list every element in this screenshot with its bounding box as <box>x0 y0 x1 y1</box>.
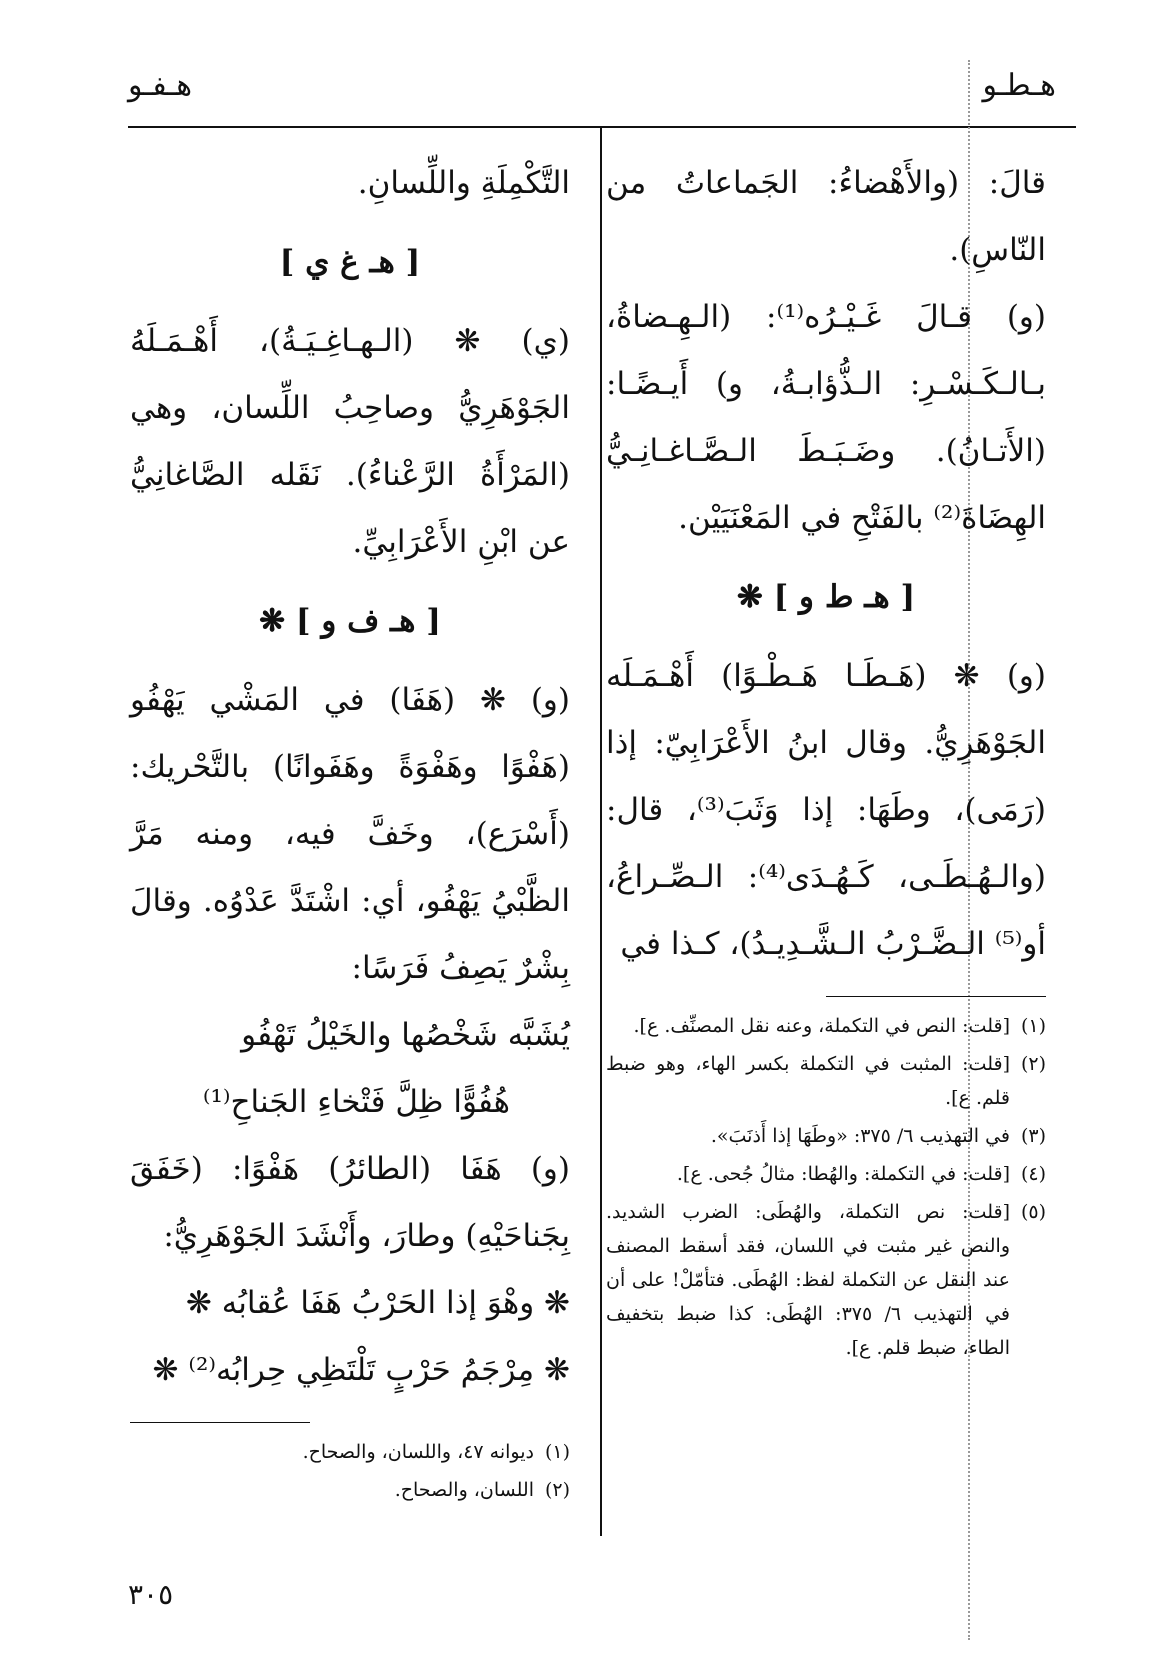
entry-text: (و) ❋ (هَـطَـا هَـطْـوًا) أَهْـمَـلَه الجَوْهَرِيُّ. وقال ابنُ الأَعْرَابِيّ: إذا (رَمَى)، وطَهَا: إذا وَثَبَ⁽³⁾، قال: (والـهُـطَـى، كَـهُـدَى⁽⁴⁾: الـصِّـراعُ، أو⁽⁵⁾ الـضَّـرْبُ الـشَّـدِيـدُ)، كـذا في <box>606 658 1046 962</box>
running-head-left: هـفـو <box>128 68 193 103</box>
footnote <box>606 1009 1046 1043</box>
footnote-text: ديوانه ٤٧، واللسان، والصحاح. <box>302 1441 534 1463</box>
footnote <box>606 1195 1046 1365</box>
entry-text: التَّكْمِلَةِ واللِّسانِ. <box>357 165 570 201</box>
page-number: ٣٠٥ <box>128 1578 174 1611</box>
right-column <box>606 150 1046 1369</box>
footnote <box>130 1473 570 1507</box>
footnote <box>606 1157 1046 1191</box>
verse-line: هُفُوًّا ظِلَّ فَتْخاءِ الجَناحِ⁽¹⁾ <box>202 1084 510 1120</box>
entry-text: (و) هَفَا (الطائرُ) هَفْوًا: (خَفَقَ بِجَناحَيْهِ) وطارَ، وأَنْشَدَ الجَوْهَرِيُّ: <box>130 1151 570 1254</box>
header-rule <box>128 126 1076 128</box>
footnote-number: (٣) <box>1020 1125 1046 1147</box>
footnote-number: (٥) <box>1020 1201 1046 1223</box>
footnote <box>606 1119 1046 1153</box>
entry-heading: [ هـ ط و ] ❋ <box>736 579 916 615</box>
entry-text: (و) ❋ (هَفَا) في المَشْي يَهْفُو (هَفْوًا وهَفْوَةً وهَفَوانًا) بالتَّحْريك: (أَسْرَع)، وخَفَّ فيه، ومنه مَرَّ الظَّبْيُ يَهْفُو، أي: اشْتَدَّ عَدْوُه. وقالَ بِشْرٌ يَصِفُ فَرَسًا: <box>130 682 570 986</box>
verse-line: ❋ وهْوَ إذا الحَرْبُ هَفَا عُقابُه ❋ <box>185 1285 570 1321</box>
footnote-number: (٤) <box>1020 1163 1046 1185</box>
entry-text: (ي) ❋ (الـهـاغِـيَـةُ)، أَهْـمَـلَهُ الجَوْهَرِيُّ وصاحِبُ اللِّسان، وهي (المَرْأَةُ الرَّعْناءُ). نَقَله الصَّاغانِيُّ عن ابْنِ الأَعْرَابِيِّ. <box>130 323 570 560</box>
footnote <box>130 1435 570 1469</box>
footnote-text: [قلت: المثبت في التكملة بكسر الهاء، وهو ضبط قلم. ع]. <box>606 1053 1010 1109</box>
footnote-number: (٢) <box>544 1479 570 1501</box>
entry-heading: [ هـ غ ي ] <box>279 244 421 280</box>
verse-line: ❋ مِرْجَمُ حَرْبٍ تَلْتَظِي حِرابُه⁽²⁾ ❋ <box>152 1352 570 1388</box>
footnote-text: اللسان، والصحاح. <box>394 1479 534 1501</box>
footnote-rule <box>130 1422 310 1423</box>
footnote-rule <box>826 996 1046 997</box>
column-divider <box>600 128 602 1536</box>
footnote-text: [قلت: نص التكملة، والهُطَى: الضرب الشديد. والنص غير مثبت في اللسان، فقد أسقط المصنف عند النقل عن التكملة لفظ: الهُطَى. فتأمّلْ! على أن في التهذيب ٦/ ٣٧٥: الهُطَى: كذا ضبط بتخفيف الطاء، ضبط قلم. ع]. <box>606 1201 1010 1359</box>
left-column <box>130 150 570 1511</box>
footnote-number: (١) <box>1020 1015 1046 1037</box>
footnote <box>606 1047 1046 1115</box>
footnote-number: (١) <box>544 1441 570 1463</box>
footnote-text: [قلت: النص في التكملة، وعنه نقل المصنِّف. ع]. <box>633 1015 1010 1037</box>
verse-line: يُشَبَّه شَخْصُها والخَيْلُ تَهْفُو <box>241 1017 570 1053</box>
footnote-number: (٢) <box>1020 1053 1046 1075</box>
entry-text: (و) قـالَ غَـيْـرُه⁽¹⁾: (الـهِـضاةُ، بـالـكَـسْـرِ: الـذُّؤابـةُ، و) أَيـضًـا: (الأَتـانُ). وضَـبَـطَ الـصَّـاغـانِـيُّ الهِضَاةَ⁽²⁾ بالفَتْحِ في المَعْنَيَيْن. <box>606 299 1046 536</box>
footnote-text: [قلت: في التكملة: والهُطا: مثالُ جُحى. ع]. <box>676 1163 1010 1185</box>
entry-heading: [ هـ ف و ] ❋ <box>259 603 441 639</box>
footnote-text: في التهذيب ٦/ ٣٧٥: «وطَهَا إذا أَذنَبَ». <box>710 1125 1010 1147</box>
entry-text: قالَ: (والأَهْضاءُ: الجَماعاتُ من النّاسِ). <box>606 165 1046 268</box>
running-head-right: هـطـو <box>982 68 1056 103</box>
